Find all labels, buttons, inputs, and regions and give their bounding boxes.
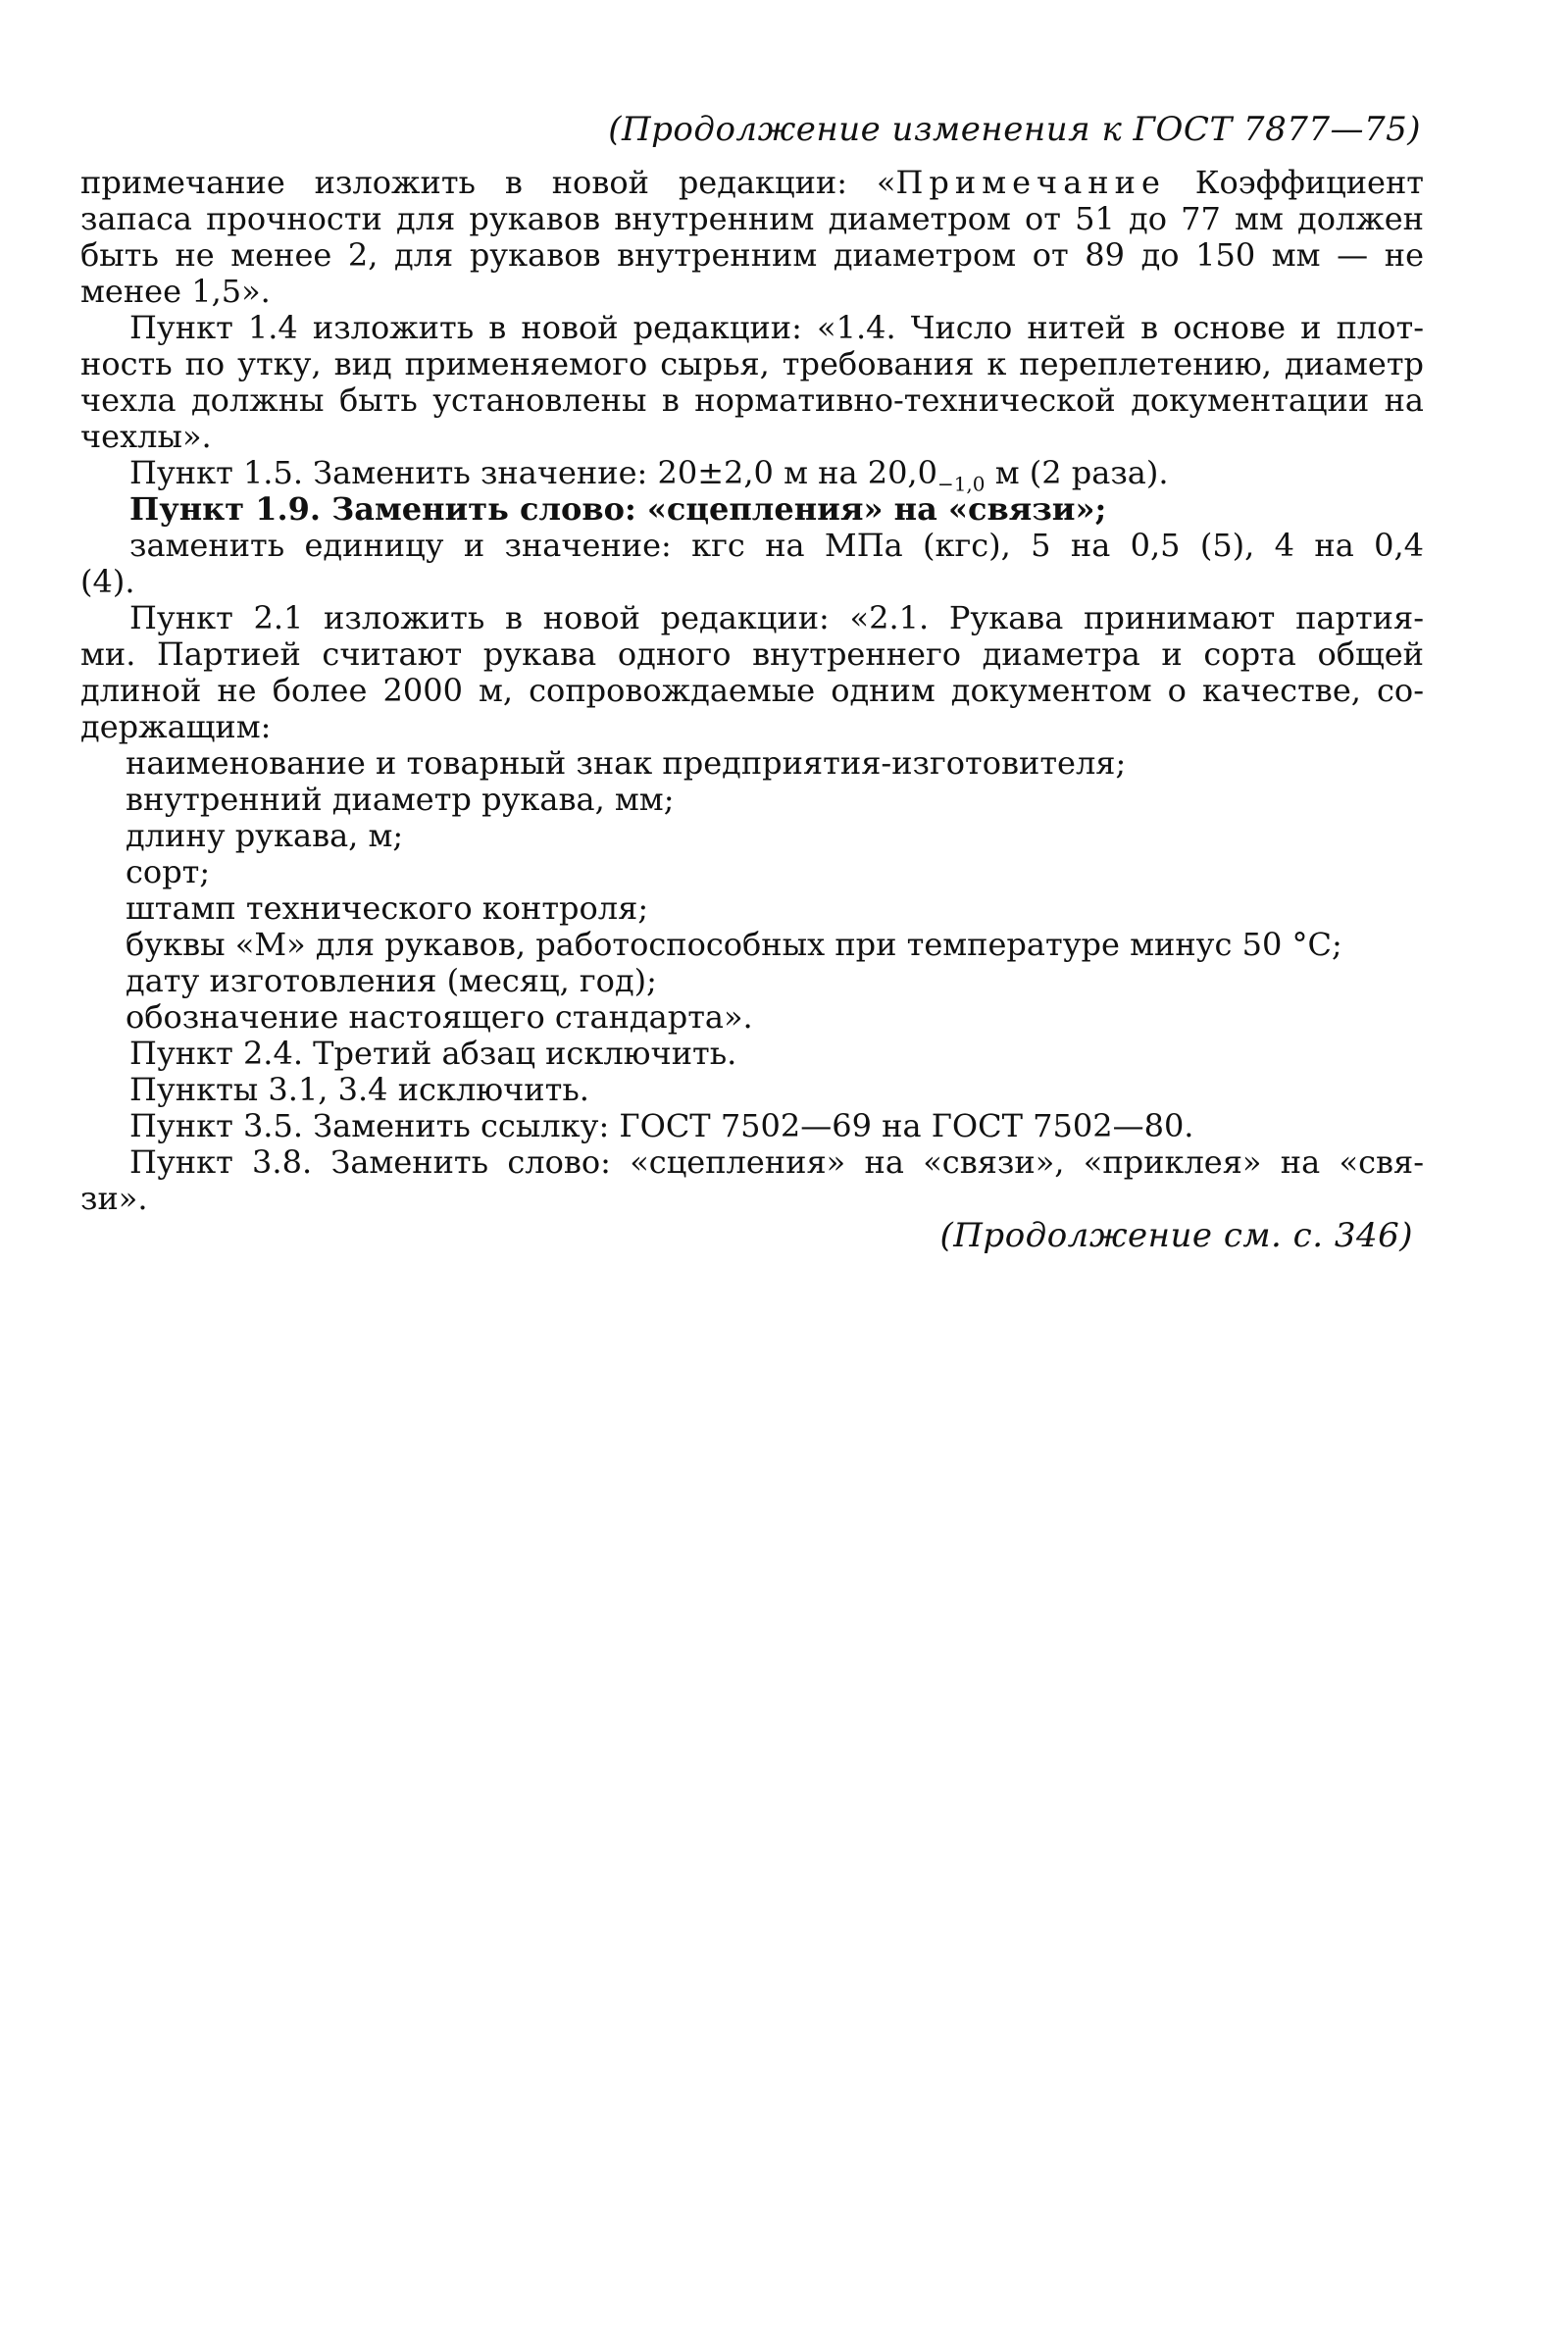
text-fragment: примечание изложить в новой редакции: «: [80, 165, 896, 201]
text-line: чехлы».: [80, 418, 212, 455]
paragraph-start-line: Пункт 1.4 изложить в новой редакции: «1.4. Число нитей в основе и плот-: [129, 310, 1424, 346]
list-item: буквы «М» для рукавов, работоспособных при температуре минус 50 °С;: [126, 926, 1342, 963]
paragraph-start-line: Пункт 1.9. Заменить слово: «сцепления» на «связи»;: [129, 490, 1107, 528]
text-line: длиной не более 2000 м, сопровождаемые одним документом о качестве, со-: [80, 673, 1424, 709]
text-fragment: Пункт 1.5. Заменить значение: 20±2,0 м на 20,0: [129, 454, 937, 491]
list-item: длину рукава, м;: [126, 817, 404, 854]
text-line: держащим:: [80, 708, 272, 745]
note-word: Примечание: [895, 165, 1166, 201]
list-item: наименование и товарный знак предприятия-изготовителя;: [126, 744, 1127, 782]
paragraph-start-line: Пункт 2.1 изложить в новой редакции: «2.1. Рукава принимают партия-: [129, 600, 1424, 636]
list-item: сорт;: [126, 853, 211, 890]
text-line: чехла должны быть установлены в нормативно-технической документации на: [80, 382, 1424, 419]
page-footer: (Продолжение см. с. 346): [939, 1216, 1413, 1255]
paragraph-start-line: Пункт 3.8. Заменить слово: «сцепления» на «связи», «приклея» на «свя-: [129, 1144, 1424, 1181]
text-line: [80, 165, 1424, 201]
list-item: обозначение настоящего стандарта».: [126, 998, 753, 1036]
tolerance-subscript: −1,0: [936, 472, 986, 496]
text-line: менее 1,5».: [80, 273, 271, 310]
text-line: ми. Партией считают рукава одного внутреннего диаметра и сорта общей: [80, 636, 1424, 673]
page-header: (Продолжение изменения к ГОСТ 7877—75): [608, 110, 1421, 149]
paragraph-start-line: Пункт 2.4. Третий абзац исключить.: [129, 1035, 737, 1072]
text-line: ность по утку, вид применяемого сырья, требования к переплетению, диаметр: [80, 346, 1424, 382]
text-fragment: м (2 раза).: [985, 454, 1169, 491]
list-item: дату изготовления (месяц, год);: [126, 962, 657, 999]
list-item: внутренний диаметр рукава, мм;: [126, 781, 675, 818]
list-item: штамп технического контроля;: [126, 889, 649, 927]
paragraph-start-line: Пункты 3.1, 3.4 исключить.: [129, 1071, 589, 1108]
text-line: (4).: [80, 563, 135, 600]
text-line: заменить единицу и значение: кгс на МПа (кгс), 5 на 0,5 (5), 4 на 0,4: [129, 528, 1424, 564]
text-line: запаса прочности для рукавов внутренним диаметром от 51 до 77 мм должен: [80, 201, 1424, 237]
amendment-text: [80, 165, 1424, 1217]
text-fragment: Коэффициент: [1165, 165, 1424, 201]
paragraph-start-line: Пункт 3.5. Заменить ссылку: ГОСТ 7502—69 на ГОСТ 7502—80.: [129, 1107, 1194, 1144]
text-line: быть не менее 2, для рукавов внутренним диаметром от 89 до 150 мм — не: [80, 237, 1424, 274]
paragraph-start-line: [80, 454, 1424, 496]
text-line: зи».: [80, 1180, 148, 1217]
